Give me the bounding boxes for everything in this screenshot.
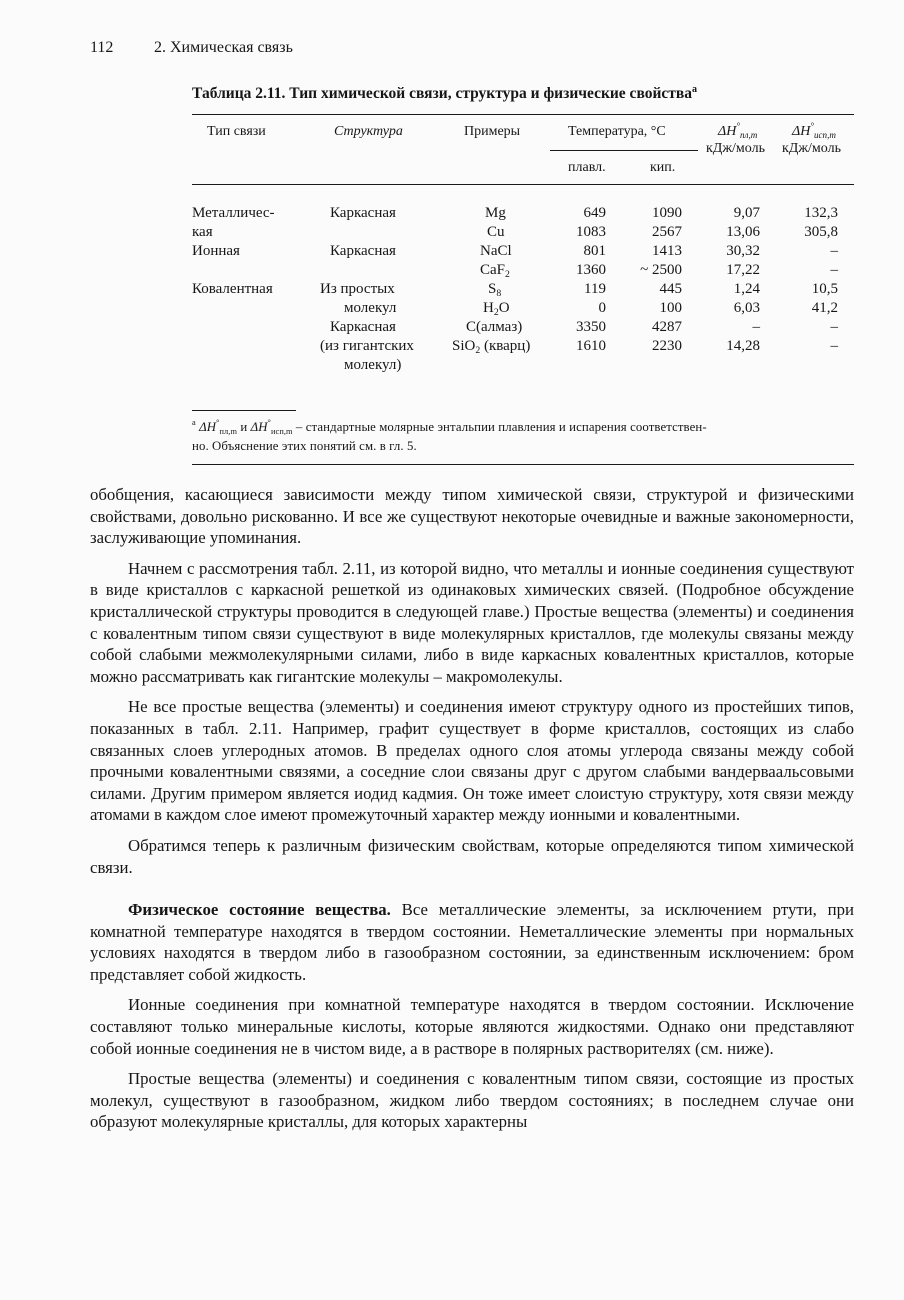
boil-value: ~ 2500 <box>640 262 682 278</box>
bond-ionic: Ионная <box>192 243 240 259</box>
example-sio2 <box>452 337 530 356</box>
melt-value: 649 <box>583 205 606 221</box>
header-hvap <box>792 121 836 140</box>
paragraph-2: Начнем с рассмотрения табл. 2.11, из которой видно, что металлы и ионные соединения существуют в виде кристаллов с каркасной решеткой из одинаковых химических связей. (Подробное обсуждение кристаллической структуры проводится в следующей главе.) Простые вещества (элементы) и соединения с ковалентным типом связи существуют в виде молекулярных кристаллов, где молекулы связаны между собой слабыми межмолекулярными силами, либо в виде каркасных ковалентных кристаллов, которые можно рассматривать как гигантские молекулы – макромолекулы. <box>90 558 854 686</box>
footnote-line1-text: – стандартные молярные энтальпии плавления и испарения соответствен- <box>292 420 707 434</box>
paragraph-4: Обратимся теперь к различным физическим свойствам, которые определяются типом химической связи. <box>90 835 854 877</box>
paragraph-7: Простые вещества (элементы) и соединения с ковалентным типом связи, состоящие из простых молекул, существуют в газообразном, жидком либо твердом состояниях; в последнем случае они образуют молекулярные кристаллы, для которых характерны <box>90 1069 854 1132</box>
example-h2o-o: O <box>498 300 510 316</box>
header-hvap-sup: ° <box>810 121 814 131</box>
hvap-value: – <box>830 338 838 354</box>
example-s8-sub: 8 <box>496 288 502 299</box>
example-caf2-main: CaF <box>480 262 506 278</box>
hvap-value: – <box>830 319 838 335</box>
table-caption <box>192 85 697 103</box>
footnote-line2: но. Объяснение этих понятий см. в гл. 5. <box>192 439 417 453</box>
header-hvap-sub: исп,m <box>813 130 836 140</box>
footnote-hfus-sup: ° <box>216 418 220 427</box>
bond-covalent: Ковалентная <box>192 281 273 297</box>
temp-group-rule <box>550 150 698 151</box>
header-structure: Структура <box>334 124 403 139</box>
footnote-hvap-symbol: ΔH <box>250 420 268 434</box>
hfus-value: 14,28 <box>726 338 760 354</box>
header-examples: Примеры <box>464 124 521 139</box>
melt-value: 1610 <box>576 338 606 354</box>
paragraph-5-text: Все металлические элементы, за исключением ртути, при комнатной температуре находятся в твердом состоянии. Неметаллические элементы при нормальных условиях находятся в твердом либо в газообразном состоянии, за единственным исключением: бром представляет собой жидкость. <box>90 900 855 984</box>
hfus-value: 17,22 <box>726 262 760 278</box>
boil-value: 4287 <box>652 319 682 335</box>
melt-value: 3350 <box>576 319 606 335</box>
footnote-hvap-sub: исп,m <box>270 427 293 436</box>
example-caf2 <box>480 261 510 280</box>
example-diamond: C(алмаз) <box>466 319 523 335</box>
boil-value: 2230 <box>652 338 682 354</box>
bond-metallic-line2: кая <box>192 224 213 240</box>
header-hvap-symbol: ΔH <box>792 124 811 139</box>
chapter-title: 2. Химическая связь <box>154 39 293 56</box>
boil-value: 445 <box>659 281 682 297</box>
boil-value: 1090 <box>652 205 682 221</box>
example-mg: Mg <box>485 205 506 221</box>
footnote-and: и <box>237 420 251 434</box>
melt-value: 1083 <box>576 224 606 240</box>
structure-metallic: Каркасная <box>330 205 396 221</box>
hvap-value: – <box>830 262 838 278</box>
hfus-value: – <box>752 319 760 335</box>
melt-value: 119 <box>584 281 606 297</box>
hfus-value: 30,32 <box>726 243 760 259</box>
body-text <box>90 484 854 1133</box>
header-hfus-sub: пл,m <box>739 130 758 140</box>
footnote-hfus-sub: пл,m <box>219 427 238 436</box>
header-hfus <box>718 121 758 140</box>
header-unit-hvap: кДж/моль <box>782 141 841 156</box>
header-hfus-symbol: ΔH <box>718 124 737 139</box>
example-h2o <box>483 299 510 318</box>
hfus-value: 9,07 <box>733 205 760 221</box>
structure-giant-line1: (из гигантских <box>320 338 414 354</box>
bond-metallic-line1: Металличес- <box>192 205 275 221</box>
table-caption-mark: a <box>692 84 698 95</box>
page-number: 112 <box>90 39 114 56</box>
table-top-rule <box>192 114 854 115</box>
example-s8 <box>488 280 501 299</box>
example-sio2-sub: 2 <box>475 345 481 356</box>
table-caption-text: Тип химической связи, структура и физические свойства <box>289 85 693 102</box>
example-sio2-rest: (кварц) <box>480 338 531 354</box>
header-bond-type: Тип связи <box>207 124 266 139</box>
paragraph-5 <box>90 899 854 985</box>
example-s8-main: S <box>488 281 497 297</box>
melt-value: 801 <box>583 243 606 259</box>
melt-value: 0 <box>598 300 606 316</box>
example-nacl: NaCl <box>480 243 512 259</box>
hfus-value: 1,24 <box>733 281 760 297</box>
structure-giant-line2: молекул) <box>344 357 402 373</box>
table-bottom-rule <box>192 464 854 465</box>
example-cu: Cu <box>487 224 505 240</box>
hvap-value: 41,2 <box>811 300 838 316</box>
hfus-value: 6,03 <box>733 300 760 316</box>
structure-ionic: Каркасная <box>330 243 396 259</box>
structure-simple-line1: Из простых <box>320 281 395 297</box>
header-hfus-sup: ° <box>736 121 740 131</box>
example-h2o-h: H <box>483 300 494 316</box>
boil-value: 100 <box>659 300 682 316</box>
header-melt: плавл. <box>568 160 606 175</box>
header-unit-hfus: кДж/моль <box>706 141 765 156</box>
example-caf2-sub: 2 <box>505 269 510 280</box>
structure-giant-line0: Каркасная <box>330 319 396 335</box>
header-boil: кип. <box>650 160 676 175</box>
hvap-value: 305,8 <box>804 224 838 240</box>
footnote-line1 <box>192 420 707 435</box>
structure-simple-line2: молекул <box>344 300 397 316</box>
paragraph-3: Не все простые вещества (элементы) и соединения имеют структуру одного из простейших типов, показанных в табл. 2.11. Например, графит существует в форме кристаллов, состоящих из слабо связанных слоев углеродных атомов. В пределах одного слоя атомы углерода связаны между собой прочными ковалентными связями, а соседние слои связаны друг с другом слабыми вандерваальсовыми силами. Другим примером является иодид кадмия. Он тоже имеет слоистую структуру, хотя связи между атомами в каждом слое имеют промежуточный характер между ионными и ковалентными. <box>90 697 854 825</box>
hvap-value: 10,5 <box>811 281 838 297</box>
hvap-value: 132,3 <box>804 205 838 221</box>
hfus-value: 13,06 <box>726 224 760 240</box>
boil-value: 1413 <box>652 243 682 259</box>
hvap-value: – <box>830 243 838 259</box>
paragraph-1: обобщения, касающиеся зависимости между типом химической связи, структурой и физическими свойствами, довольно рискованно. И все же существуют некоторые очевидные и важные закономерности, заслуживающие упоминания. <box>90 485 854 548</box>
header-temperature: Температура, °С <box>568 124 666 139</box>
footnote-hfus-symbol: ΔH <box>199 420 217 434</box>
table-caption-label: Таблица 2.11. <box>192 85 286 102</box>
footnote-hvap-sup: ° <box>267 418 271 427</box>
section-heading: Физическое состояние вещества. <box>128 900 391 920</box>
footnote-mark: a <box>192 418 196 427</box>
example-h2o-sub: 2 <box>493 307 499 318</box>
footnote-separator <box>192 410 296 411</box>
table-header-rule <box>192 184 854 185</box>
paragraph-6: Ионные соединения при комнатной температуре находятся в твердом состоянии. Исключение составляют только минеральные кислоты, которые являются жидкостями. Однако они представляют собой ионные соединения не в чистом виде, а в растворе в полярных растворителях (см. ниже). <box>90 995 854 1058</box>
melt-value: 1360 <box>576 262 606 278</box>
boil-value: 2567 <box>652 224 682 240</box>
example-sio2-main: SiO <box>452 338 476 354</box>
